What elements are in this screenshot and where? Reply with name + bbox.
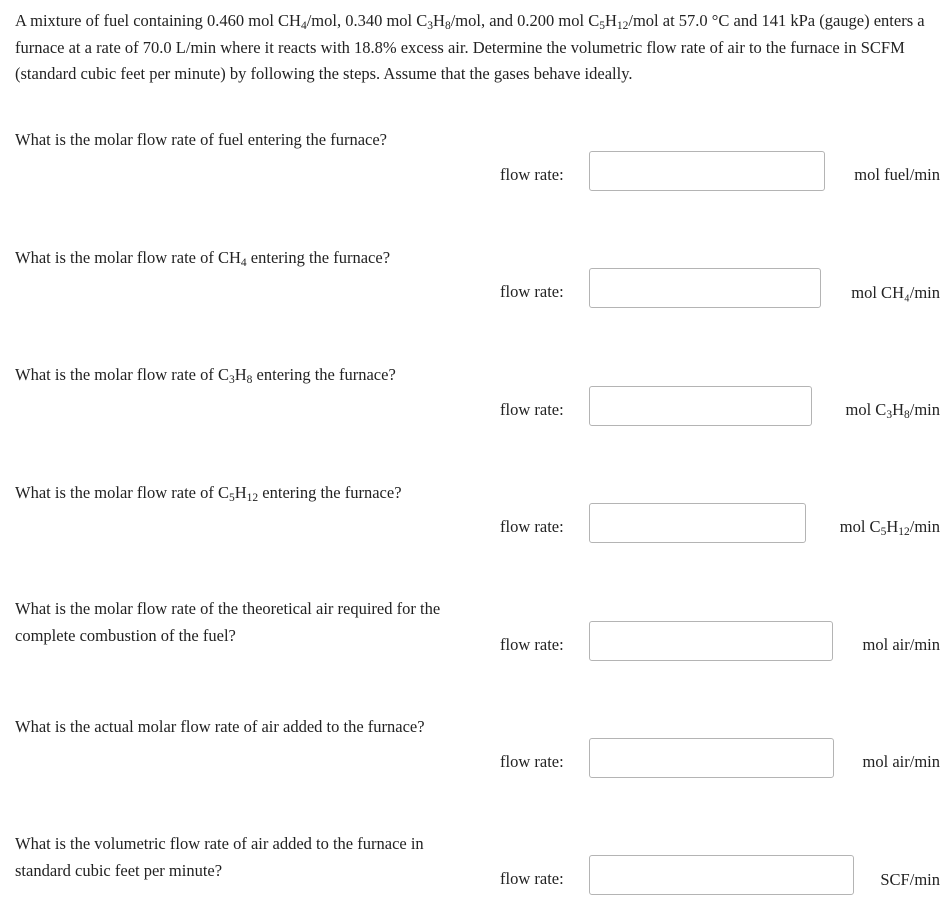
subscript: 4 [300, 20, 307, 32]
question-text: H [234, 483, 247, 502]
subscript: 5 [228, 492, 235, 504]
subscript: 4 [240, 257, 247, 269]
flow-rate-label: flow rate: [500, 752, 564, 771]
question-fuel-flow: What is the molar flow rate of fuel entering the furnace? [15, 130, 387, 149]
unit-label: mol air/min [862, 752, 940, 771]
problem-statement: A mixture of fuel containing 0.460 mol $CH_4$/mol, 0.340 mol $C_3H_8$/mol, and 0.200 mol $C_5H_{12}$/mol at 57.0 °C and 141 kPa (gauge) enters a furnace at a rate of 70.0 L/min where it reacts with 18.8% excess air. Determine the volumetric flow rate of air to the furnace in SCFM (standard cubic feet per minute) by following the steps. Assume that the gases behave ideally. [15, 11, 925, 83]
theoretical-air-input[interactable] [589, 621, 833, 661]
unit-label: SCF/min [880, 870, 940, 889]
question-c3h8-flow [15, 362, 470, 389]
question-volumetric-air: What is the volumetric flow rate of air added to the furnace in standard cubic feet per minute? [15, 834, 424, 880]
problem-text-4: /mol at 57.0 °C and 141 kPa (gauge) enters a furnace at a rate of 70.0 L/min where it reacts with 18.8% excess air. Determine the volumetric flow rate of air to the furnace in SCFM (standard cubic feet per minute) by following the steps. Assume that the gases behave ideally. [15, 11, 925, 83]
question-theoretical-air: What is the molar flow rate of the theoretical air required for the complete combustion of the fuel? [15, 599, 441, 645]
unit-label: mol air/min [862, 635, 940, 654]
subscript: 8 [903, 409, 910, 421]
unit-label: mol CH₄/min [851, 283, 940, 302]
flow-rate-label: flow rate: [500, 282, 564, 301]
unit-text: H [892, 400, 904, 419]
ch4-flow-input[interactable] [589, 268, 821, 308]
question-text: entering the furnace? [252, 365, 396, 384]
actual-air-input[interactable] [589, 738, 834, 778]
subscript: 3 [228, 374, 235, 386]
question-text: H [234, 365, 247, 384]
question-text: What is the molar flow rate of C [15, 365, 229, 384]
question-text: entering the furnace? [246, 248, 391, 267]
question-text: What is the molar flow rate of CH [15, 248, 241, 267]
subscript: 3 [427, 20, 434, 32]
question-ch4-flow [15, 245, 470, 272]
subscript: 5 [599, 20, 605, 32]
subscript: 5 [880, 526, 887, 538]
problem-text-3: /mol, and 0.200 mol C [450, 11, 600, 30]
unit-label [846, 400, 941, 420]
unit-text: mol C [845, 400, 887, 419]
subscript: 8 [246, 374, 253, 386]
subscript: 8 [444, 20, 451, 32]
question-actual-air: What is the actual molar flow rate of air added to the furnace? [15, 717, 425, 736]
volumetric-air-input[interactable] [589, 855, 854, 895]
subscript: 12 [616, 20, 629, 32]
question-text: What is the molar flow rate of C [15, 483, 229, 502]
flow-rate-label: flow rate: [500, 869, 564, 888]
unit-text: mol C [839, 517, 881, 536]
flow-rate-label: flow rate: [500, 635, 564, 654]
c5h12-flow-input[interactable] [589, 503, 806, 543]
question-text: entering the furnace? [258, 483, 402, 502]
flow-rate-label: flow rate: [500, 400, 564, 419]
subscript: 12 [246, 492, 259, 504]
unit-text: /min [909, 517, 940, 536]
flow-rate-label: flow rate: [500, 517, 564, 536]
c3h8-flow-input[interactable] [589, 386, 812, 426]
unit-text: H [886, 517, 899, 536]
subscript: 12 [898, 526, 910, 538]
unit-text: /min [909, 400, 940, 419]
flow-rate-label: flow rate: [500, 165, 564, 184]
fuel-flow-input[interactable] [589, 151, 825, 191]
unit-label: mol fuel/min [854, 165, 940, 184]
problem-text-2: /mol, 0.340 mol C [306, 11, 428, 30]
subscript: 3 [886, 409, 893, 421]
unit-label [840, 517, 940, 537]
problem-text-1: A mixture of fuel containing 0.460 mol CH [15, 11, 301, 30]
question-c5h12-flow [15, 480, 470, 507]
